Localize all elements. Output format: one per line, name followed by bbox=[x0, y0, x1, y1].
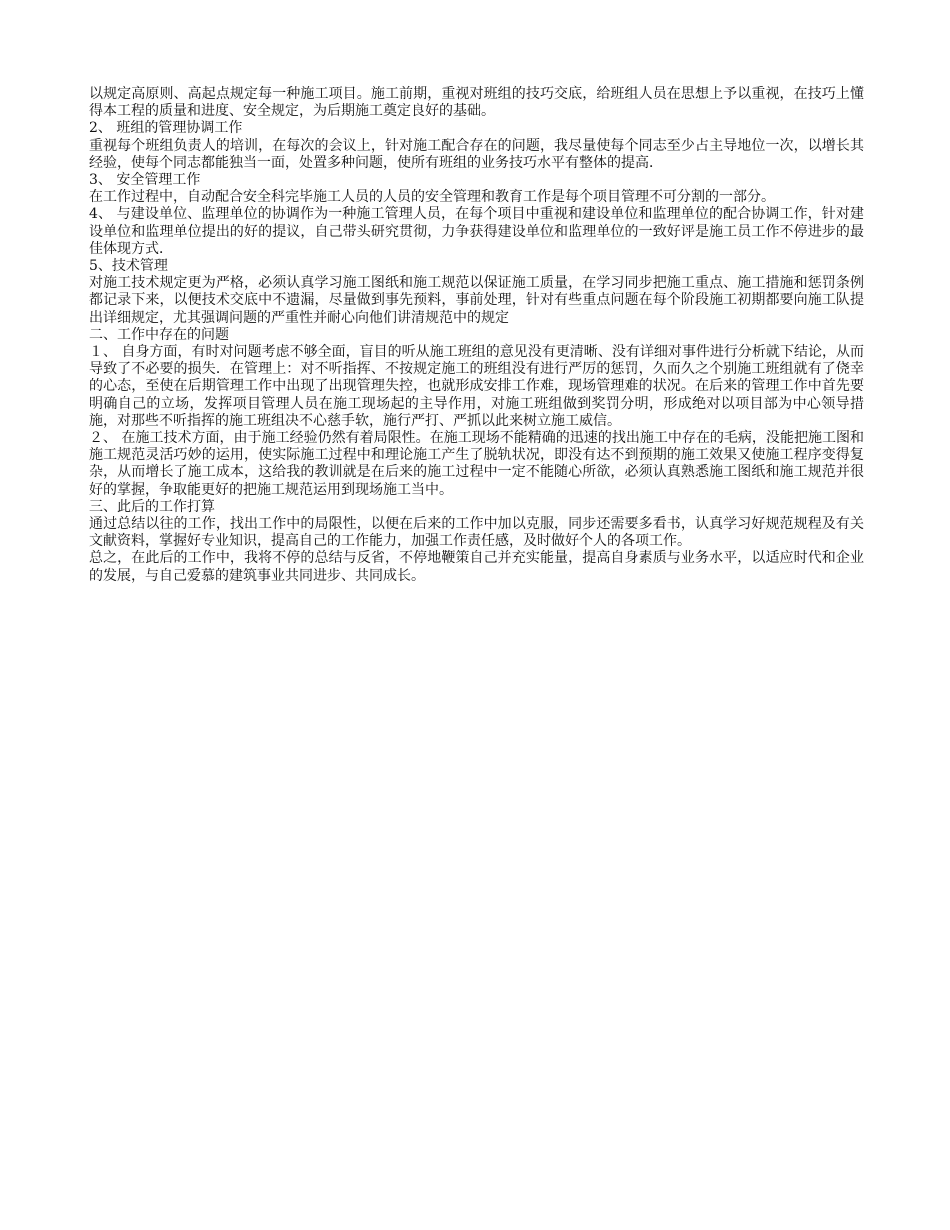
section-heading-team-coordination: 2、 班组的管理协调工作 bbox=[89, 120, 243, 137]
section-heading-technical: 5、技术管理 bbox=[89, 258, 168, 275]
paragraph-future-plans: 通过总结以往的工作，找出工作中的局限性，以便在后来的工作中加以克服，同步还需要多看书，认真学习好规范规程及有关文献资料，掌握好专业知识，提高自己的工作能力，加强工作责任感，及时做好个人的各项工作。 bbox=[89, 516, 864, 550]
paragraph-conclusion: 总之，在此后的工作中，我将不停的总结与反省，不停地鞭策自己并充实能量，提高自身素质与业务水平，以适应时代和企业的发展，与自己爱慕的建筑事业共同进步、共同成长。 bbox=[89, 550, 864, 584]
paragraph-problem-self: １、 自身方面，有时对问题考虑不够全面，盲目的听从施工班组的意见没有更清晰、没有详细对事件进行分析就下结论，从而导致了不必要的损失．在管理上：对不听指挥、不按规定施工的班组没有进行严厉的惩罚，久而久之个别施工班组就有了侥幸的心态，至使在后期管理工作中出现了出现管理失控，也就形成安排工作难，现场管理难的状况。在后来的管理工作中首先要明确自己的立场，发挥项目管理人员在施工现场起的主导作用，对施工班组做到奖罚分明，形成绝对以项目部为中心领导措施，对那些不听指挥的施工班组决不心慈手软，施行严打、严抓以此来树立施工威信。 bbox=[89, 344, 864, 429]
paragraph-technical: 对施工技术规定更为严格，必须认真学习施工图纸和施工规范以保证施工质量，在学习同步把施工重点、施工措施和惩罚条例都记录下来，以便技术交底中不遗漏，尽量做到事先预料，事前处理，针对有些重点问题在每个阶段施工初期都要向施工队提出详细规定，尤其强调问题的严重性并耐心向他们讲清规范中的规定 bbox=[89, 275, 864, 326]
document-body bbox=[89, 86, 864, 585]
paragraph-team-coordination: 重视每个班组负责人的培训，在每次的会议上，针对施工配合存在的问题，我尽量使每个同志至少占主导地位一次，以增长其经验，使每个同志都能独当一面，处置多种问题，使所有班组的业务技巧水平有整体的提高． bbox=[89, 137, 864, 171]
paragraph-owner-supervisor-coordination: 4、 与建设单位、监理单位的协调作为一种施工管理人员，在每个项目中重视和建设单位和监理单位的配合协调工作，针对建设单位和监理单位提出的好的提议，自己带头研究贯彻，力争获得建设单位和监理单位的一致好评是施工员工作不停进步的最佳体现方式． bbox=[89, 206, 864, 257]
paragraph-problem-technical: ２、 在施工技术方面，由于施工经验仍然有着局限性。在施工现场不能精确的迅速的找出施工中存在的毛病，没能把施工图和施工规范灵活巧妙的运用，使实际施工过程中和理论施工产生了脱轨状况，即没有达不到预期的施工效果又使施工程序变得复杂，从而增长了施工成本，这给我的教训就是在后来的施工过程中一定不能随心所欲，必须认真熟悉施工图纸和施工规范并很好的掌握，争取能更好的把施工规范运用到现场施工当中。 bbox=[89, 430, 864, 498]
section-heading-problems: 二、工作中存在的问题 bbox=[89, 326, 229, 343]
paragraph-intro: 以规定高原则、高起点规定每一种施工项目。施工前期，重视对班组的技巧交底，给班组人员在思想上予以重视，在技巧上懂得本工程的质量和进度、安全规定，为后期施工奠定良好的基础。 bbox=[89, 86, 864, 120]
section-heading-future-plans: 三、此后的工作打算 bbox=[89, 498, 215, 515]
section-heading-safety: 3、 安全管理工作 bbox=[89, 172, 201, 189]
paragraph-safety: 在工作过程中，自动配合安全科完毕施工人员的人员的安全管理和教育工作是每个项目管理不可分割的一部分。 bbox=[89, 189, 775, 206]
